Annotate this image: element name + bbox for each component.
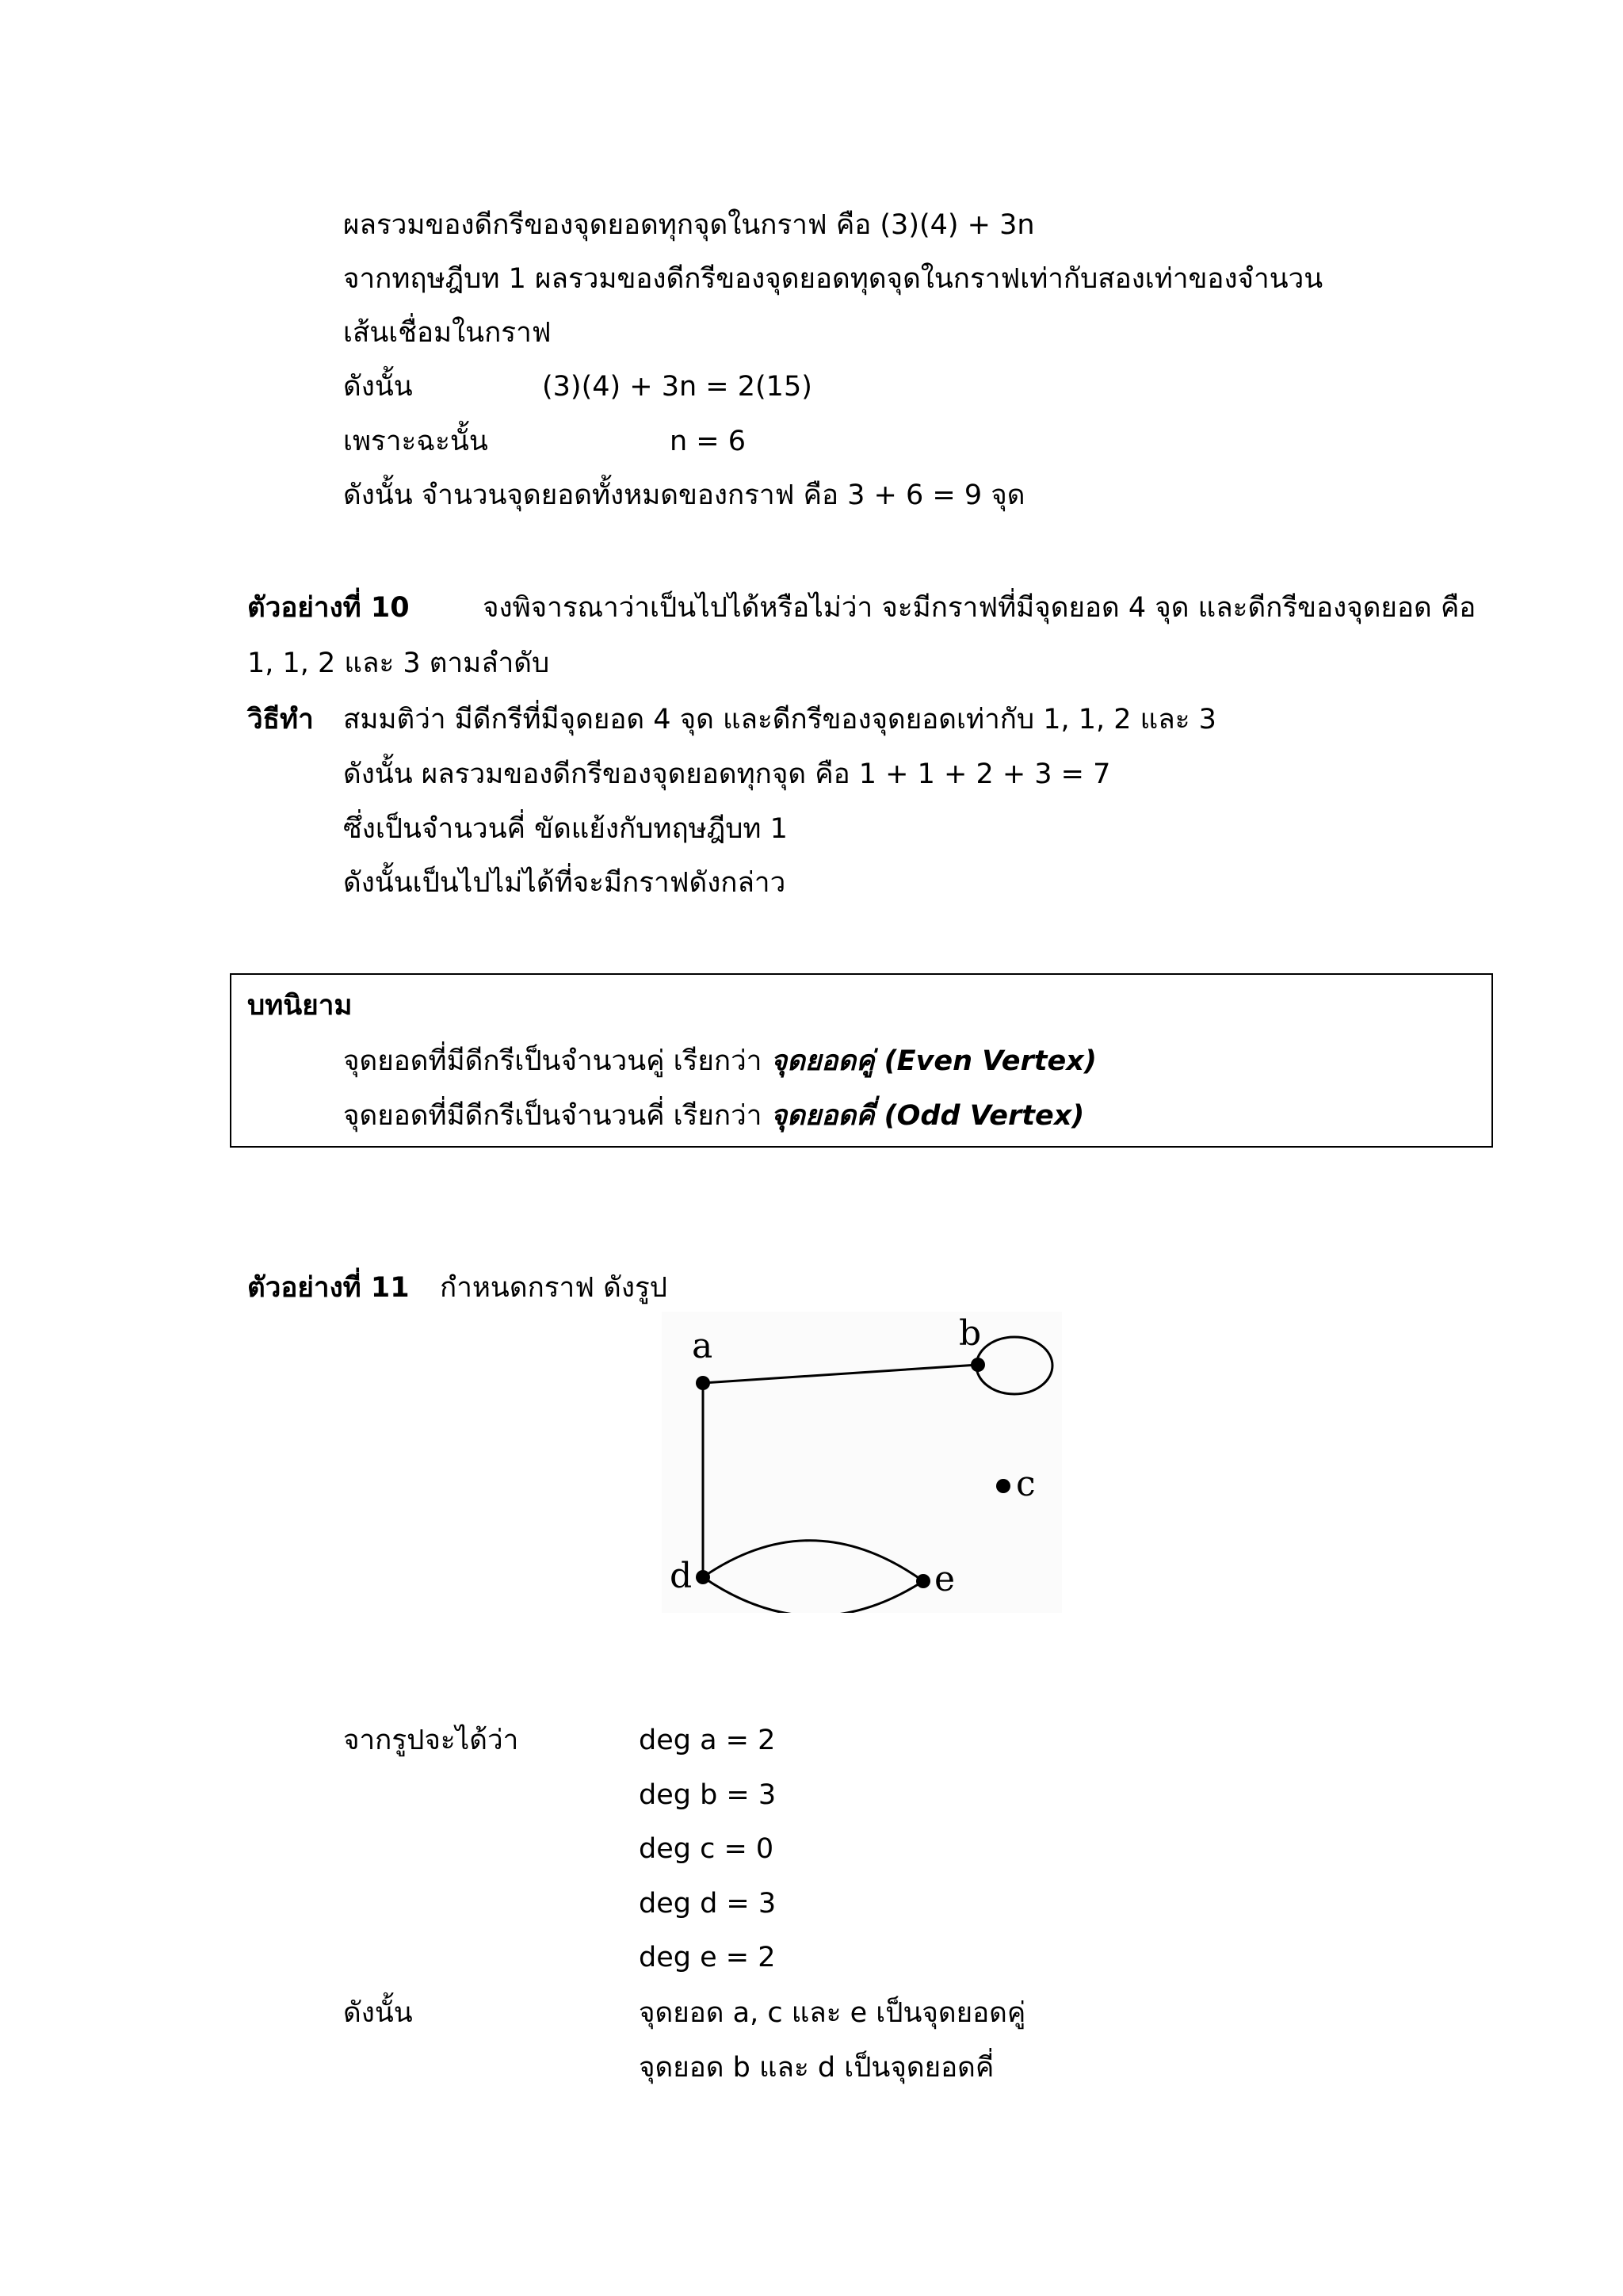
graph-svg xyxy=(662,1312,1062,1613)
intro-line-6: ดังนั้น จำนวนจุดยอดทั้งหมดของกราฟ คือ 3 + 6 = 9 จุด xyxy=(343,479,1025,511)
definition-title: บทนิยาม xyxy=(247,990,353,1022)
vertex-b xyxy=(971,1358,985,1372)
degree-b: deg b = 3 xyxy=(639,1779,777,1811)
vertex-label-e: e xyxy=(934,1559,956,1599)
vertex-d xyxy=(696,1570,710,1584)
definition-odd xyxy=(343,1098,1084,1133)
vertex-label-c: c xyxy=(1016,1464,1036,1504)
example-10-question-2: 1, 1, 2 และ 3 ตามลำดับ xyxy=(247,648,550,679)
vertex-a xyxy=(696,1376,710,1390)
solution-line-3: ซึ่งเป็นจำนวนคี่ ขัดแย้งกับทฤษฎีบท 1 xyxy=(343,813,788,845)
conclusion-odd: จุดยอด b และ d เป็นจุดยอดคี่ xyxy=(639,2052,995,2084)
degree-e: deg e = 2 xyxy=(639,1942,776,1973)
from-figure-label: จากรูปจะได้ว่า xyxy=(343,1725,519,1756)
intro-line-4-label: ดังนั้น xyxy=(343,371,413,403)
degree-d: deg d = 3 xyxy=(639,1888,777,1920)
graph-figure xyxy=(662,1312,1062,1613)
solution-line-1: สมมติว่า มีดีกรีที่มีจุดยอด 4 จุด และดีกรีของจุดยอดเท่ากับ 1, 1, 2 และ 3 xyxy=(343,704,1216,735)
intro-line-4-equation: (3)(4) + 3n = 2(15) xyxy=(542,371,812,403)
figure-background xyxy=(662,1312,1062,1613)
intro-line-3: เส้นเชื่อมในกราฟ xyxy=(343,317,552,349)
solution-line-4: ดังนั้นเป็นไปไม่ได้ที่จะมีกราฟดังกล่าว xyxy=(343,867,786,899)
intro-line-5-label: เพราะฉะนั้น xyxy=(343,426,488,457)
intro-line-2: จากทฤษฎีบท 1 ผลรวมของดีกรีของจุดยอดทุดจุดในกราฟเท่ากับสองเท่าของจำนวน xyxy=(343,263,1323,295)
definition-odd-prefix: จุดยอดที่มีดีกรีเป็นจำนวนคี่ เรียกว่า xyxy=(343,1100,762,1132)
definition-even xyxy=(343,1044,1097,1079)
degree-c: deg c = 0 xyxy=(639,1833,774,1865)
vertex-c xyxy=(996,1479,1010,1493)
solution-line-2: ดังนั้น ผลรวมของดีกรีของจุดยอดทุกจุด คือ 1 + 1 + 2 + 3 = 7 xyxy=(343,758,1111,790)
vertex-label-b: b xyxy=(959,1313,982,1354)
solution-label: วิธีทำ xyxy=(247,704,314,735)
example-10-question-1: จงพิจารณาว่าเป็นไปได้หรือไม่ว่า จะมีกราฟที่มีจุดยอด 4 จุด และดีกรีของจุดยอด คือ xyxy=(483,592,1476,624)
vertex-label-d: d xyxy=(670,1556,693,1596)
definition-even-term: จุดยอดคู่ (Even Vertex) xyxy=(770,1045,1097,1077)
intro-line-1: ผลรวมของดีกรีของจุดยอดทุกจุดในกราฟ คือ (3)(4) + 3n xyxy=(343,209,1035,241)
vertex-label-a: a xyxy=(692,1326,713,1366)
definition-even-prefix: จุดยอดที่มีดีกรีเป็นจำนวนคู่ เรียกว่า xyxy=(343,1045,762,1077)
example-11-label: ตัวอย่างที่ 11 xyxy=(247,1272,410,1304)
example-10-label: ตัวอย่างที่ 10 xyxy=(247,592,410,624)
degree-a: deg a = 2 xyxy=(639,1725,776,1756)
intro-line-5-equation: n = 6 xyxy=(670,426,747,457)
conclusion-even: จุดยอด a, c และ e เป็นจุดยอดคู่ xyxy=(639,1997,1026,2029)
example-11-text: กำหนดกราฟ ดังรูป xyxy=(440,1272,667,1304)
therefore-label: ดังนั้น xyxy=(343,1997,413,2029)
vertex-e xyxy=(916,1574,930,1588)
definition-odd-term: จุดยอดคี่ (Odd Vertex) xyxy=(770,1100,1085,1132)
